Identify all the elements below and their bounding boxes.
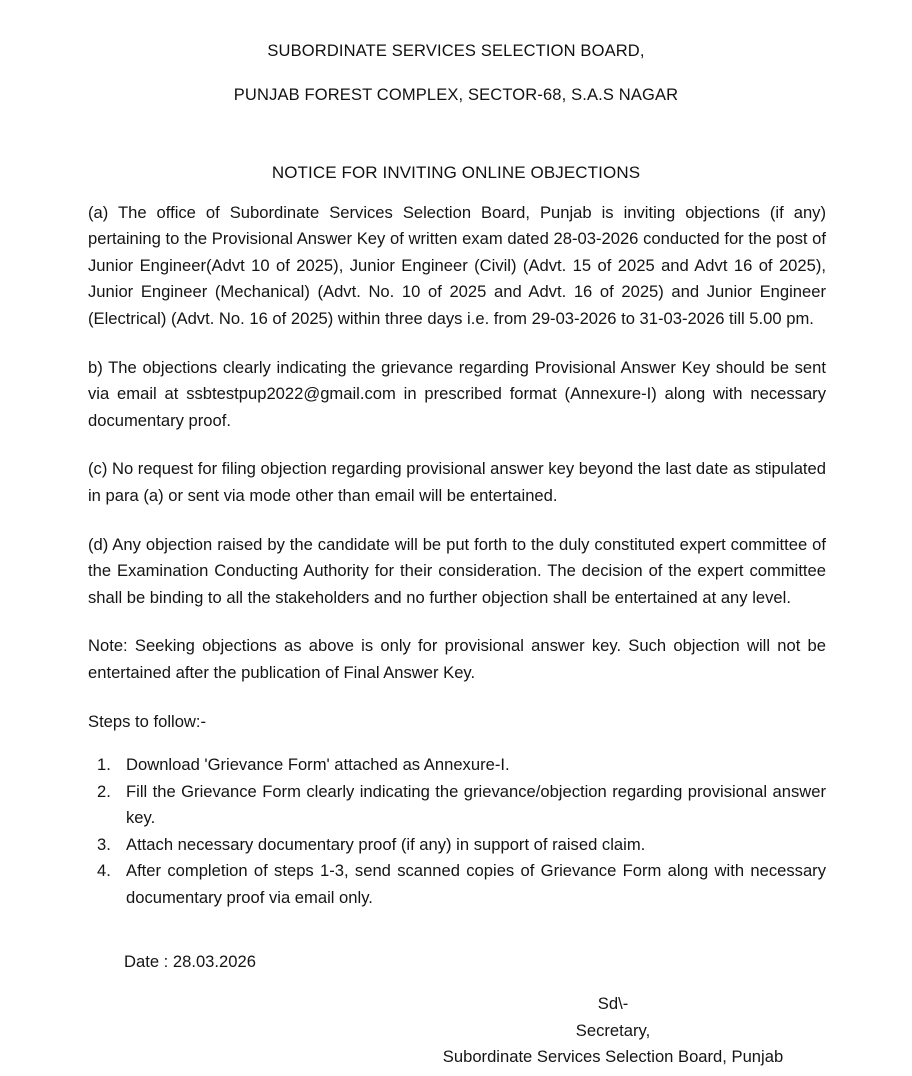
list-item-number: 2. [97, 781, 111, 801]
signature-block [428, 991, 798, 1071]
paragraph-note: Note: Seeking objections as above is only for provisional answer key. Such objection will not be entertained after the publication of Final Answer Key. [88, 636, 826, 682]
steps-list [88, 752, 826, 912]
list-item [88, 779, 826, 832]
list-item-label: After completion of steps 1-3, send scanned copies of Grievance Form along with necessary documentary proof via email only. [126, 861, 826, 908]
list-item-number: 1. [97, 755, 111, 775]
document-header [0, 0, 912, 106]
paragraph-b: b) The objections clearly indicating the grievance regarding Provisional Answer Key should be sent via email at ssbtestpup2022@gmail.com in prescribed format (Annexure-I) along with necessary documentary proof. [88, 357, 826, 430]
page-title: NOTICE FOR INVITING ONLINE OBJECTIONS [271, 162, 641, 182]
date-line: Date : 28.03.2026 [124, 951, 256, 971]
document-body [88, 200, 826, 1071]
paragraph-c: (c) No request for filing objection regarding provisional answer key beyond the last date as stipulated in para (a) or sent via mode other than email will be entertained. [88, 459, 826, 505]
paragraph-d: (d) Any objection raised by the candidate will be put forth to the duly constituted expert committee of the Examination Conducting Authority for their consideration. The decision of the expert committee shall be binding to all the stakeholders and no further objection shall be entertained at any level. [88, 534, 826, 607]
list-item [88, 752, 826, 779]
signature-authority: Subordinate Services Selection Board, Punjab [442, 1047, 784, 1067]
list-item [88, 858, 826, 911]
header-address: PUNJAB FOREST COMPLEX, SECTOR-68, S.A.S NAGAR [233, 85, 679, 104]
steps-to-follow-heading: Steps to follow:- [88, 711, 207, 731]
list-item-label: Download 'Grievance Form' attached as Annexure-I. [126, 755, 510, 775]
list-item-label: Fill the Grievance Form clearly indicating the grievance/objection regarding provisional answer key. [126, 781, 826, 828]
list-item-label: Attach necessary documentary proof (if any) in support of raised claim. [126, 834, 646, 854]
signature-designation: Secretary, [575, 1020, 651, 1040]
paragraph-a: (a) The office of Subordinate Services Selection Board, Punjab is inviting objections (if any) pertaining to the Provisional Answer Key of written exam dated 28-03-2026 conducted for the post of Junior Engineer(Advt 10 of 2025), Junior Engineer (Civil) (Advt. 15 of 2025 and Advt 16 of 2025), Junior Engineer (Mechanical) (Advt. No. 10 of 2025 and Advt. 16 of 2025) and Junior Engineer (Electrical) (Advt. No. 16 of 2025) within three days i.e. from 29-03-2026 to 31-03-2026 till 5.00 pm. [88, 202, 826, 328]
list-item-number: 3. [97, 834, 111, 854]
list-item-number: 4. [97, 861, 111, 881]
signature-sd: Sd\- [597, 994, 629, 1014]
list-item [88, 832, 826, 859]
header-organisation-name: SUBORDINATE SERVICES SELECTION BOARD, [267, 42, 645, 60]
